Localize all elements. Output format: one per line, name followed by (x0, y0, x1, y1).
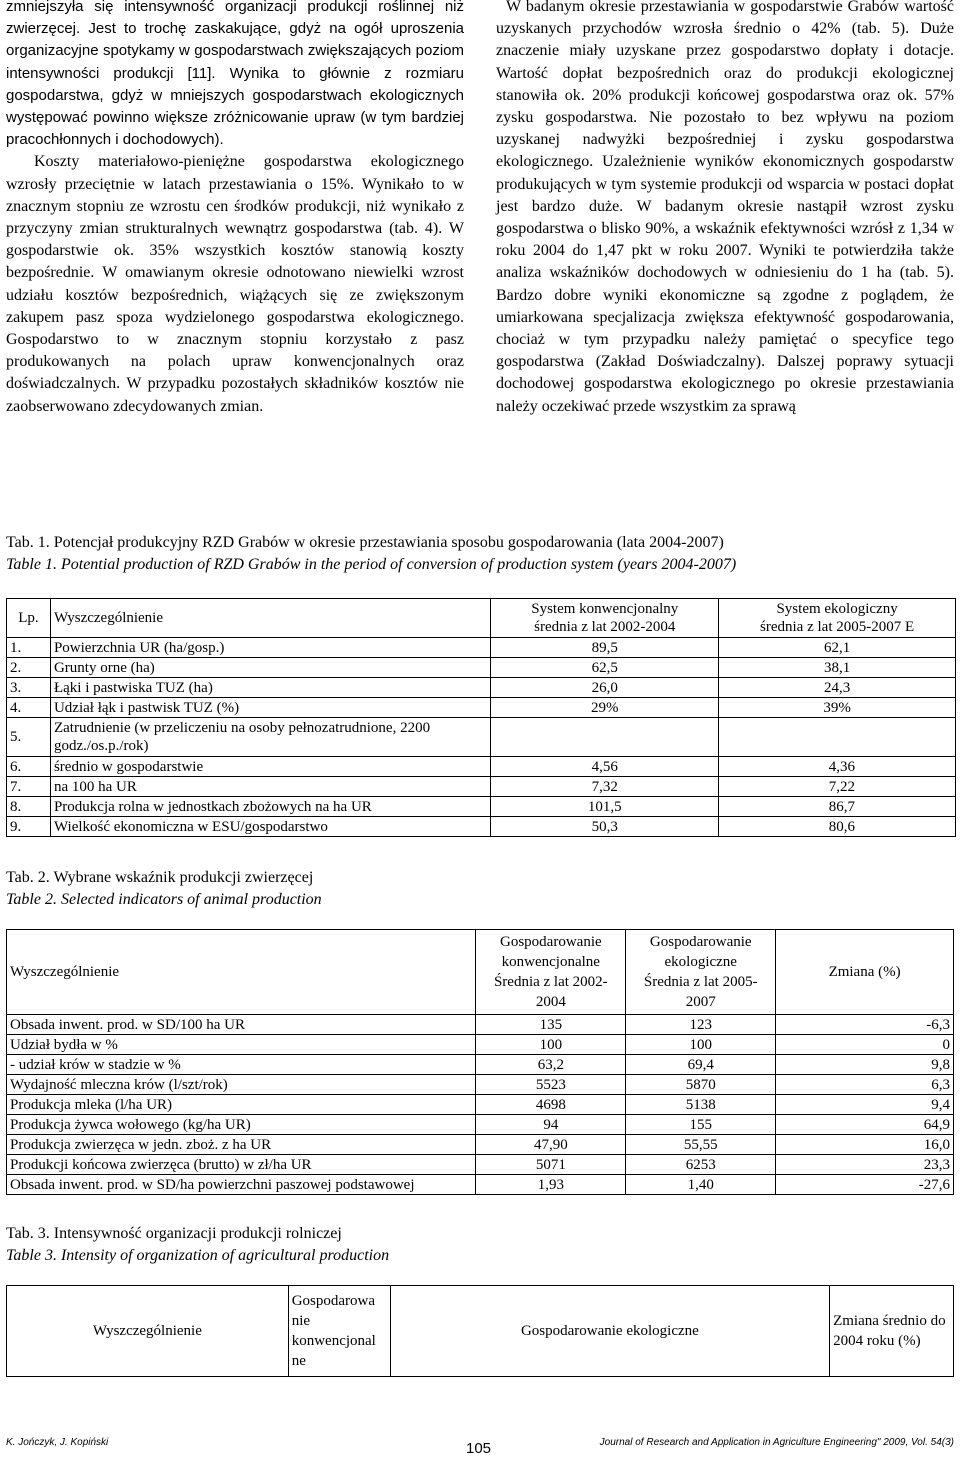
cell: 39% (719, 698, 956, 718)
header-cell (476, 930, 626, 1015)
cell: 80,6 (719, 817, 956, 837)
header-line: średnia z lat 2005-2007 E (760, 619, 915, 635)
header-cell: Gospodarowanie ekologiczne (390, 1286, 829, 1377)
table-row (7, 638, 956, 658)
cell: Produkcja mleka (l/ha UR) (7, 1095, 476, 1115)
cell: Obsada inwent. prod. w SD/100 ha UR (7, 1015, 476, 1035)
table1-caption (6, 532, 736, 576)
cell: 155 (626, 1115, 776, 1135)
table-row (7, 1115, 954, 1135)
header-line: System ekologiczny (776, 601, 898, 617)
cell: Udział łąk i pastwisk TUZ (%) (50, 698, 490, 718)
paragraph: W badanym okresie przestawiania w gospodarstwie Grabów wartość uzyskanych przychodów wzrosła średnio o 42% (tab. 5). Duże znaczenie miały uzyskane przez gospodarstwo dopłaty i dotacje. Wartość dopłat bezpośrednich oraz do produkcji ekologicznej stanowiła ok. 20% produkcji końcowej gospodarstwa oraz ok. 57% zysku gospodarstwa. Nie pozostało to bez wpływu na poziom uzyskanej nadwyżki bezpośredniej i zysku gospodarstwa ekologicznego. Uzależnienie wyników ekonomicznych gospodarstw produkujących w tym systemie produkcji od wsparcia w postaci dopłat jest bardzo duże. W badanym okresie nastąpił wzrost zysku gospodarstwa o blisko 90%, a wskaźnik efektywności wzrósł z 1,34 w roku 2004 do 1,47 pkt w roku 2007. Wyniki te potwierdziła także analiza wskaźników dochodowych w odniesieniu do 1 ha (tab. 5). Bardzo dobre wyniki ekonomiczne są zgodne z poglądem, że umiarkowana specjalizacja zwiększa efektywność gospodarowania, chociaż w tym przypadku należy pamiętać o specyfice tego gospodarstwa (Zakład Doświadczalny). Dalszej poprawy sytuacji dochodowej gospodarstwa ekologicznego po okresie przestawiania należy oczekiwać przede wszystkim za sprawą (496, 0, 954, 415)
cell: 101,5 (491, 797, 719, 817)
table-row (7, 797, 956, 817)
cell: Produkcja żywca wołowego (kg/ha UR) (7, 1115, 476, 1135)
cell: 8. (7, 797, 51, 817)
cell: na 100 ha UR (50, 777, 490, 797)
cell: Powierzchnia UR (ha/gosp.) (50, 638, 490, 658)
table3 (6, 1285, 954, 1377)
header-cell: Wyszczególnienie (7, 930, 476, 1015)
cell: 7. (7, 777, 51, 797)
cell: Grunty orne (ha) (50, 658, 490, 678)
table-row (7, 1155, 954, 1175)
cell: 6. (7, 757, 51, 777)
table-row (7, 698, 956, 718)
cell: 24,3 (719, 678, 956, 698)
cell: 100 (626, 1035, 776, 1055)
table-row (7, 757, 956, 777)
table-row (7, 1175, 954, 1195)
table1-caption-pl: Tab. 1. Potencjał produkcyjny RZD Grabów w okresie przestawiania sposobu gospodarowania (lata 2004-2007) (6, 534, 724, 551)
cell (719, 718, 956, 757)
cell: 55,55 (626, 1135, 776, 1155)
cell: 1,40 (626, 1175, 776, 1195)
paragraph: Koszty materiałowo-pieniężne gospodarstwa ekologicznego wzrosły przeciętnie w latach przestawiania o 15%. Wynikało to w znacznym stopniu ze wzrostu cen środków produkcji, niż wynikało z przyczyny zmian strukturalnych wewnątrz gospodarstwa (tab. 4). W gospodarstwie ok. 35% wszystkich kosztów stanowią koszty bezpośrednie. W omawianym okresie odnotowano niewielki wzrost udziału kosztów bezpośrednich, wiążących się ze zwiększonym zakupem pasz spoza wydzielonego gospodarstwa ekologicznego. Gospodarstwo to w znacznym stopniu korzystało z pasz produkowanych na polach upraw konwencjonalnych oraz doświadczalnych. W przypadku pozostałych składników kosztów nie zaobserwowano zdecydowanych zmian. (6, 153, 464, 415)
cell: 3. (7, 678, 51, 698)
cell: 0 (776, 1035, 954, 1055)
cell: 94 (476, 1115, 626, 1135)
cell: 29% (491, 698, 719, 718)
table-row (7, 817, 956, 837)
page-number: 105 (466, 1440, 492, 1457)
table-row (7, 1075, 954, 1095)
cell: Produkcja zwierzęca w jedn. zboż. z ha UR (7, 1135, 476, 1155)
header-cell (491, 599, 719, 638)
cell: 9,4 (776, 1095, 954, 1115)
header-line: Gospodarowanie ekologiczne (649, 934, 752, 970)
header-cell: Zmiana (%) (776, 930, 954, 1015)
header-cell: Wyszczególnienie (7, 1286, 289, 1377)
table1 (6, 598, 956, 837)
cell: 5523 (476, 1075, 626, 1095)
cell: 4,36 (719, 757, 956, 777)
table-row (7, 1035, 954, 1055)
cell: 63,2 (476, 1055, 626, 1075)
table-row (7, 658, 956, 678)
cell: 47,90 (476, 1135, 626, 1155)
header-line: System konwencjonalny (531, 601, 679, 617)
table2-caption (6, 867, 322, 911)
cell: 5870 (626, 1075, 776, 1095)
cell: 5. (7, 718, 51, 757)
cell: 62,5 (491, 658, 719, 678)
table3-caption (6, 1223, 389, 1267)
cell: 1,93 (476, 1175, 626, 1195)
cell: 2. (7, 658, 51, 678)
cell: 6253 (626, 1155, 776, 1175)
header-cell (719, 599, 956, 638)
cell: Wielkość ekonomiczna w ESU/gospodarstwo (50, 817, 490, 837)
cell: 7,22 (719, 777, 956, 797)
cell: 1. (7, 638, 51, 658)
header-cell: Zmiana średnio do 2004 roku (%) (830, 1286, 954, 1377)
table-header-row (7, 930, 954, 1015)
cell: 69,4 (626, 1055, 776, 1075)
header-line: Gospodarowanie konwencjonalne (500, 934, 602, 970)
table3-caption-pl: Tab. 3. Intensywność organizacji produkcji rolniczej (6, 1225, 342, 1242)
paragraph: zmniejszyła się intensywność organizacji produkcji roślinnej niż zwierzęcej. Jest to trochę zaskakujące, gdyż na ogół uproszenia organizacyjne spotykamy w gospodarstwach zwiększających poziom intensywności produkcji [11]. Wynika to głównie z rozmiaru gospodarstwa, gdyż w mniejszych gospodarstwach ekologicznych występować powinno większe zróżnicowanie upraw (w tym bardziej pracochłonnych i dochodowych). (6, 0, 464, 149)
cell: 5138 (626, 1095, 776, 1115)
cell: 9,8 (776, 1055, 954, 1075)
cell: Produkcji końcowa zwierzęca (brutto) w zł/ha UR (7, 1155, 476, 1175)
cell (491, 718, 719, 757)
table-row (7, 1055, 954, 1075)
cell: 123 (626, 1015, 776, 1035)
footer-journal: Journal of Research and Application in Agriculture Engineering" 2009, Vol. 54(3) (599, 1437, 954, 1448)
cell: Obsada inwent. prod. w SD/ha powierzchni paszowej podstawowej (7, 1175, 476, 1195)
header-cell: Lp. (7, 599, 51, 638)
header-line: średnia z lat 2002-2004 (534, 619, 676, 635)
cell: Produkcja rolna w jednostkach zbożowych na ha UR (50, 797, 490, 817)
cell: Wydajność mleczna krów (l/szt/rok) (7, 1075, 476, 1095)
cell: -6,3 (776, 1015, 954, 1035)
table2-caption-pl: Tab. 2. Wybrane wskaźnik produkcji zwierzęcej (6, 869, 314, 886)
table2-caption-en: Table 2. Selected indicators of animal production (6, 891, 322, 908)
cell: 16,0 (776, 1135, 954, 1155)
table-row (7, 718, 956, 757)
header-cell: Gospodarowa nie konwencjonal ne (288, 1286, 390, 1377)
table3-caption-en: Table 3. Intensity of organization of agricultural production (6, 1247, 390, 1264)
table-row (7, 678, 956, 698)
header-line: Średnia z lat 2002-2004 (493, 974, 608, 1010)
cell: 6,3 (776, 1075, 954, 1095)
cell: Udział bydła w % (7, 1035, 476, 1055)
cell: Łąki i pastwiska TUZ (ha) (50, 678, 490, 698)
cell: 4698 (476, 1095, 626, 1115)
table-row (7, 1095, 954, 1115)
cell: 26,0 (491, 678, 719, 698)
table-header-row (7, 599, 956, 638)
cell: 100 (476, 1035, 626, 1055)
table2 (6, 929, 954, 1195)
table-header-row (7, 1286, 954, 1377)
cell: Zatrudnienie (w przeliczeniu na osoby pełnozatrudnione, 2200 godz./os.p./rok) (50, 718, 490, 757)
header-line: Średnia z lat 2005-2007 (643, 974, 758, 1010)
cell: -27,6 (776, 1175, 954, 1195)
cell: 135 (476, 1015, 626, 1035)
cell: 9. (7, 817, 51, 837)
footer-authors: K. Jończyk, J. Kopiński (6, 1437, 109, 1448)
cell: 7,32 (491, 777, 719, 797)
header-cell: Wyszczególnienie (50, 599, 490, 638)
right-text-column (496, 0, 954, 418)
cell: 50,3 (491, 817, 719, 837)
cell: średnio w gospodarstwie (50, 757, 490, 777)
cell: 64,9 (776, 1115, 954, 1135)
cell: 23,3 (776, 1155, 954, 1175)
table-row (7, 1135, 954, 1155)
cell: 4. (7, 698, 51, 718)
cell: 89,5 (491, 638, 719, 658)
cell: 4,56 (491, 757, 719, 777)
table1-caption-en: Table 1. Potential production of RZD Grabów in the period of conversion of production system (years 2004-2007) (6, 556, 737, 573)
cell: 38,1 (719, 658, 956, 678)
cell: - udział krów w stadzie w % (7, 1055, 476, 1075)
cell: 62,1 (719, 638, 956, 658)
cell: 86,7 (719, 797, 956, 817)
header-cell (626, 930, 776, 1015)
table-row (7, 777, 956, 797)
left-text-column (6, 0, 464, 418)
table-row (7, 1015, 954, 1035)
cell: 5071 (476, 1155, 626, 1175)
